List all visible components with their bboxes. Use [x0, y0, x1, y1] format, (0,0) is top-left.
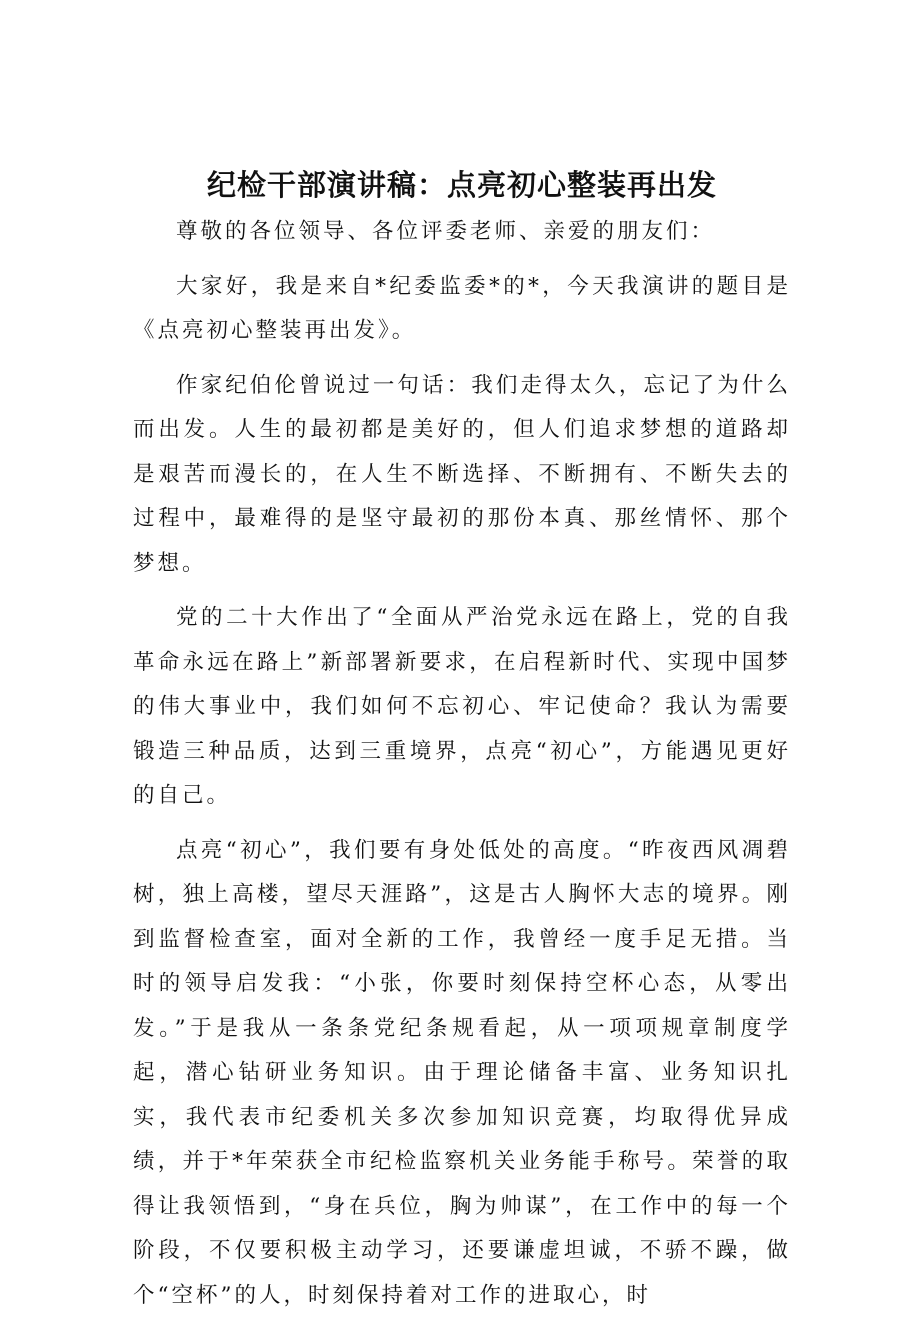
quote-paragraph: 作家纪伯伦曾说过一句话：我们走得太久，忘记了为什么而出发。人生的最初都是美好的，但人们追求梦想的道路却是艰苦而漫长的，在人生不断选择、不断拥有、不断失去的过程中，最难得的是坚守最初的那份本真、那丝情怀、那个梦想。	[133, 364, 791, 587]
greeting-paragraph: 尊敬的各位领导、各位评委老师、亲爱的朋友们：	[133, 210, 791, 255]
document-body	[133, 210, 791, 1318]
congress-paragraph: 党的二十大作出了“全面从严治党永远在路上，党的自我革命永远在路上”新部署新要求，在启程新时代、实现中国梦的伟大事业中，我们如何不忘初心、牢记使命？我认为需要锻造三种品质，达到三重境界，点亮“初心”，方能遇见更好的自己。	[133, 596, 791, 819]
document-title: 纪检干部演讲稿：点亮初心整装再出发	[133, 163, 791, 207]
first-point-paragraph: 点亮“初心”，我们要有身处低处的高度。“昨夜西风凋碧树，独上高楼，望尽天涯路”，这是古人胸怀大志的境界。刚到监督检查室，面对全新的工作，我曾经一度手足无措。当时的领导启发我：“小张，你要时刻保持空杯心态，从零出发。”于是我从一条条党纪条规看起，从一项项规章制度学起，潜心钻研业务知识。由于理论储备丰富、业务知识扎实，我代表市纪委机关多次参加知识竞赛，均取得优异成绩，并于*年荣获全市纪检监察机关业务能手称号。荣誉的取得让我领悟到，“身在兵位，胸为帅谋”，在工作中的每一个阶段，不仅要积极主动学习，还要谦虚坦诚，不骄不躁，做个“空杯”的人，时刻保持着对工作的进取心，时	[133, 829, 791, 1318]
intro-paragraph: 大家好，我是来自*纪委监委*的*，今天我演讲的题目是《点亮初心整装再出发》。	[133, 265, 791, 354]
